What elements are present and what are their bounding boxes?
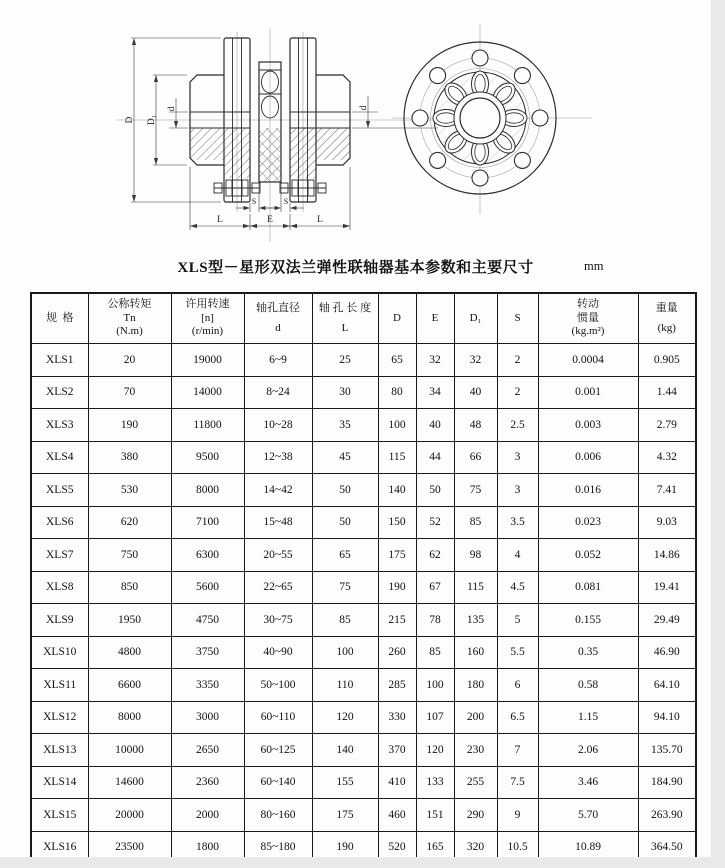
table-cell-bore_d: 60~110 xyxy=(244,701,312,734)
unit-label: mm xyxy=(584,259,604,273)
table-cell-speed: 2650 xyxy=(171,734,244,767)
col-header-speed: 许用转速 [n] (r/min) xyxy=(171,293,244,344)
table-cell-S: 5.5 xyxy=(497,636,538,669)
table-cell-inertia: 0.155 xyxy=(538,604,638,637)
table-cell-inertia: 5.70 xyxy=(538,799,638,832)
row-model: XLS16 xyxy=(31,831,88,857)
table-cell-D1: 48 xyxy=(454,409,497,442)
table-cell-bore_L: 50 xyxy=(312,474,378,507)
col-header-S: S xyxy=(497,293,538,344)
col-header-bore_L: 轴 孔 长 度 L xyxy=(312,293,378,344)
table-cell-speed: 2000 xyxy=(171,799,244,832)
table-cell-speed: 1800 xyxy=(171,831,244,857)
table-cell-E: 62 xyxy=(416,539,454,572)
table-cell-bore_d: 85~180 xyxy=(244,831,312,857)
row-model: XLS8 xyxy=(31,571,88,604)
row-model: XLS14 xyxy=(31,766,88,799)
table-cell-inertia: 0.016 xyxy=(538,474,638,507)
table-cell-bore_d: 8~24 xyxy=(244,376,312,409)
table-cell-speed: 3350 xyxy=(171,669,244,702)
dim-label-L-left: L xyxy=(217,215,223,225)
table-cell-inertia: 0.001 xyxy=(538,376,638,409)
table-cell-D: 80 xyxy=(378,376,416,409)
table-cell-speed: 9500 xyxy=(171,441,244,474)
table-cell-inertia: 0.0004 xyxy=(538,344,638,377)
table-cell-D1: 98 xyxy=(454,539,497,572)
dim-label-D1: D₁ xyxy=(147,114,157,126)
row-model: XLS6 xyxy=(31,506,88,539)
table-cell-bore_L: 75 xyxy=(312,571,378,604)
table-cell-bore_d: 30~75 xyxy=(244,604,312,637)
dim-label-E: E xyxy=(267,215,273,225)
table-cell-weight: 364.50 xyxy=(638,831,696,857)
table-cell-speed: 2360 xyxy=(171,766,244,799)
table-cell-torque: 1950 xyxy=(88,604,171,637)
table-cell-weight: 94.10 xyxy=(638,701,696,734)
col-header-E: E xyxy=(416,293,454,344)
table-cell-S: 2 xyxy=(497,344,538,377)
table-cell-weight: 46.90 xyxy=(638,636,696,669)
table-cell-E: 34 xyxy=(416,376,454,409)
table-cell-bore_L: 110 xyxy=(312,669,378,702)
table-cell-S: 6 xyxy=(497,669,538,702)
table-row xyxy=(31,474,696,507)
table-cell-E: 165 xyxy=(416,831,454,857)
table-cell-D1: 320 xyxy=(454,831,497,857)
dim-label-S-right: S xyxy=(283,197,289,206)
dim-label-S-left: S xyxy=(251,197,257,206)
table-cell-D: 410 xyxy=(378,766,416,799)
title-row xyxy=(0,256,711,284)
table-cell-weight: 184.90 xyxy=(638,766,696,799)
table-cell-weight: 263.90 xyxy=(638,799,696,832)
table-cell-E: 40 xyxy=(416,409,454,442)
table-cell-S: 3.5 xyxy=(497,506,538,539)
dim-label-D: D xyxy=(125,116,135,124)
table-cell-torque: 20000 xyxy=(88,799,171,832)
dim-label-L-right: L xyxy=(317,215,323,225)
row-model: XLS10 xyxy=(31,636,88,669)
table-cell-S: 4.5 xyxy=(497,571,538,604)
table-cell-D1: 32 xyxy=(454,344,497,377)
table-cell-weight: 29.49 xyxy=(638,604,696,637)
spec-table xyxy=(30,292,697,857)
table-cell-speed: 8000 xyxy=(171,474,244,507)
table-cell-D: 330 xyxy=(378,701,416,734)
table-row xyxy=(31,831,696,857)
table-cell-speed: 3750 xyxy=(171,636,244,669)
row-model: XLS15 xyxy=(31,799,88,832)
table-cell-bore_L: 140 xyxy=(312,734,378,767)
table-cell-E: 32 xyxy=(416,344,454,377)
table-cell-bore_d: 60~140 xyxy=(244,766,312,799)
table-cell-inertia: 0.081 xyxy=(538,571,638,604)
table-cell-D: 150 xyxy=(378,506,416,539)
table-cell-weight: 0.905 xyxy=(638,344,696,377)
table-cell-D1: 160 xyxy=(454,636,497,669)
table-cell-S: 3 xyxy=(497,474,538,507)
col-header-model: 规 格 xyxy=(31,293,88,344)
table-cell-weight: 2.79 xyxy=(638,409,696,442)
table-cell-inertia: 3.46 xyxy=(538,766,638,799)
table-cell-bore_d: 15~48 xyxy=(244,506,312,539)
section-view xyxy=(116,28,438,242)
table-cell-bore_d: 22~65 xyxy=(244,571,312,604)
table-cell-bore_L: 175 xyxy=(312,799,378,832)
table-row xyxy=(31,669,696,702)
table-cell-speed: 11800 xyxy=(171,409,244,442)
table-cell-E: 133 xyxy=(416,766,454,799)
table-cell-E: 120 xyxy=(416,734,454,767)
table-cell-bore_d: 50~100 xyxy=(244,669,312,702)
table-cell-bore_d: 10~28 xyxy=(244,409,312,442)
table-cell-D: 460 xyxy=(378,799,416,832)
table-cell-bore_d: 60~125 xyxy=(244,734,312,767)
table-cell-bore_d: 12~38 xyxy=(244,441,312,474)
table-cell-inertia: 0.006 xyxy=(538,441,638,474)
table-cell-weight: 7.41 xyxy=(638,474,696,507)
coupling-drawing xyxy=(0,0,711,250)
table-cell-S: 3 xyxy=(497,441,538,474)
table-cell-torque: 8000 xyxy=(88,701,171,734)
table-cell-D1: 230 xyxy=(454,734,497,767)
table-cell-S: 4 xyxy=(497,539,538,572)
table-row xyxy=(31,539,696,572)
table-cell-torque: 20 xyxy=(88,344,171,377)
technical-drawing xyxy=(0,0,711,250)
table-cell-torque: 4800 xyxy=(88,636,171,669)
table-cell-weight: 14.86 xyxy=(638,539,696,572)
table-cell-torque: 530 xyxy=(88,474,171,507)
table-cell-S: 2 xyxy=(497,376,538,409)
table-cell-torque: 70 xyxy=(88,376,171,409)
table-cell-inertia: 2.06 xyxy=(538,734,638,767)
table-cell-D1: 66 xyxy=(454,441,497,474)
col-header-D: D xyxy=(378,293,416,344)
table-cell-speed: 3000 xyxy=(171,701,244,734)
col-header-bore_d: 轴孔直径 d xyxy=(244,293,312,344)
table-cell-bore_d: 20~55 xyxy=(244,539,312,572)
table-cell-bore_L: 190 xyxy=(312,831,378,857)
row-model: XLS1 xyxy=(31,344,88,377)
table-cell-torque: 380 xyxy=(88,441,171,474)
table-cell-S: 7 xyxy=(497,734,538,767)
table-cell-inertia: 1.15 xyxy=(538,701,638,734)
table-cell-inertia: 0.052 xyxy=(538,539,638,572)
row-model: XLS11 xyxy=(31,669,88,702)
table-cell-torque: 620 xyxy=(88,506,171,539)
table-cell-E: 85 xyxy=(416,636,454,669)
row-model: XLS9 xyxy=(31,604,88,637)
table-cell-torque: 6600 xyxy=(88,669,171,702)
table-row xyxy=(31,734,696,767)
table-cell-speed: 14000 xyxy=(171,376,244,409)
table-cell-E: 50 xyxy=(416,474,454,507)
table-row xyxy=(31,441,696,474)
table-cell-bore_L: 65 xyxy=(312,539,378,572)
table-cell-D: 115 xyxy=(378,441,416,474)
row-model: XLS3 xyxy=(31,409,88,442)
table-cell-bore_L: 85 xyxy=(312,604,378,637)
table-cell-bore_L: 45 xyxy=(312,441,378,474)
table-cell-weight: 135.70 xyxy=(638,734,696,767)
table-cell-E: 44 xyxy=(416,441,454,474)
table-row xyxy=(31,376,696,409)
table-cell-bore_L: 35 xyxy=(312,409,378,442)
table-row xyxy=(31,344,696,377)
col-header-inertia: 转动 惯量 (kg.m²) xyxy=(538,293,638,344)
table-cell-weight: 64.10 xyxy=(638,669,696,702)
table-cell-D: 100 xyxy=(378,409,416,442)
table-cell-torque: 190 xyxy=(88,409,171,442)
header-row xyxy=(31,293,696,344)
table-cell-bore_d: 6~9 xyxy=(244,344,312,377)
table-cell-S: 6.5 xyxy=(497,701,538,734)
table-row xyxy=(31,506,696,539)
table-cell-E: 100 xyxy=(416,669,454,702)
table-cell-E: 107 xyxy=(416,701,454,734)
table-cell-speed: 7100 xyxy=(171,506,244,539)
table-cell-torque: 850 xyxy=(88,571,171,604)
table-cell-D1: 200 xyxy=(454,701,497,734)
table-cell-bore_L: 120 xyxy=(312,701,378,734)
table-cell-inertia: 0.58 xyxy=(538,669,638,702)
table-cell-bore_L: 30 xyxy=(312,376,378,409)
table-cell-D1: 180 xyxy=(454,669,497,702)
table-cell-D: 65 xyxy=(378,344,416,377)
table-cell-S: 7.5 xyxy=(497,766,538,799)
table-cell-speed: 19000 xyxy=(171,344,244,377)
table-cell-bore_L: 50 xyxy=(312,506,378,539)
table-cell-torque: 14600 xyxy=(88,766,171,799)
table-cell-D1: 115 xyxy=(454,571,497,604)
table-cell-bore_d: 80~160 xyxy=(244,799,312,832)
table-cell-E: 151 xyxy=(416,799,454,832)
table-cell-inertia: 10.89 xyxy=(538,831,638,857)
table-cell-S: 5 xyxy=(497,604,538,637)
table-cell-bore_L: 155 xyxy=(312,766,378,799)
table-row xyxy=(31,571,696,604)
table-cell-D1: 40 xyxy=(454,376,497,409)
table-row xyxy=(31,799,696,832)
table-cell-D: 215 xyxy=(378,604,416,637)
col-header-D1: D₁ xyxy=(454,293,497,344)
table-cell-torque: 10000 xyxy=(88,734,171,767)
dim-label-d-right: d xyxy=(359,105,369,111)
table-cell-weight: 1.44 xyxy=(638,376,696,409)
table-cell-D: 140 xyxy=(378,474,416,507)
table-cell-bore_d: 14~42 xyxy=(244,474,312,507)
table-row xyxy=(31,409,696,442)
table-cell-E: 52 xyxy=(416,506,454,539)
row-model: XLS7 xyxy=(31,539,88,572)
table-cell-inertia: 0.35 xyxy=(538,636,638,669)
row-model: XLS12 xyxy=(31,701,88,734)
table-cell-D: 175 xyxy=(378,539,416,572)
table-cell-E: 78 xyxy=(416,604,454,637)
page-title: XLS型－星形双法兰弹性联轴器基本参数和主要尺寸 xyxy=(177,260,534,276)
table-cell-inertia: 0.023 xyxy=(538,506,638,539)
table-cell-torque: 23500 xyxy=(88,831,171,857)
col-header-torque: 公称转矩 Tn (N.m) xyxy=(88,293,171,344)
table-row xyxy=(31,636,696,669)
table-cell-inertia: 0.003 xyxy=(538,409,638,442)
table-cell-D: 260 xyxy=(378,636,416,669)
table-cell-D1: 255 xyxy=(454,766,497,799)
table-cell-bore_d: 40~90 xyxy=(244,636,312,669)
spec-table-body xyxy=(31,344,696,858)
table-cell-bore_L: 25 xyxy=(312,344,378,377)
table-row xyxy=(31,766,696,799)
row-model: XLS5 xyxy=(31,474,88,507)
table-cell-E: 67 xyxy=(416,571,454,604)
table-cell-torque: 750 xyxy=(88,539,171,572)
row-model: XLS2 xyxy=(31,376,88,409)
table-cell-D: 520 xyxy=(378,831,416,857)
table-cell-speed: 6300 xyxy=(171,539,244,572)
table-cell-D: 285 xyxy=(378,669,416,702)
table-cell-bore_L: 100 xyxy=(312,636,378,669)
table-cell-D1: 290 xyxy=(454,799,497,832)
table-cell-S: 9 xyxy=(497,799,538,832)
table-cell-S: 2.5 xyxy=(497,409,538,442)
table-cell-S: 10.5 xyxy=(497,831,538,857)
row-model: XLS4 xyxy=(31,441,88,474)
table-cell-speed: 5600 xyxy=(171,571,244,604)
table-cell-weight: 4.32 xyxy=(638,441,696,474)
row-model: XLS13 xyxy=(31,734,88,767)
table-cell-D1: 135 xyxy=(454,604,497,637)
table-cell-speed: 4750 xyxy=(171,604,244,637)
table-cell-weight: 9.03 xyxy=(638,506,696,539)
table-cell-D1: 85 xyxy=(454,506,497,539)
dim-label-d-left: d xyxy=(167,106,177,112)
table-cell-D1: 75 xyxy=(454,474,497,507)
table-row xyxy=(31,701,696,734)
table-cell-D: 190 xyxy=(378,571,416,604)
front-view xyxy=(392,24,592,214)
table-cell-D: 370 xyxy=(378,734,416,767)
table-cell-weight: 19.41 xyxy=(638,571,696,604)
col-header-weight: 重量 (kg) xyxy=(638,293,696,344)
table-row xyxy=(31,604,696,637)
